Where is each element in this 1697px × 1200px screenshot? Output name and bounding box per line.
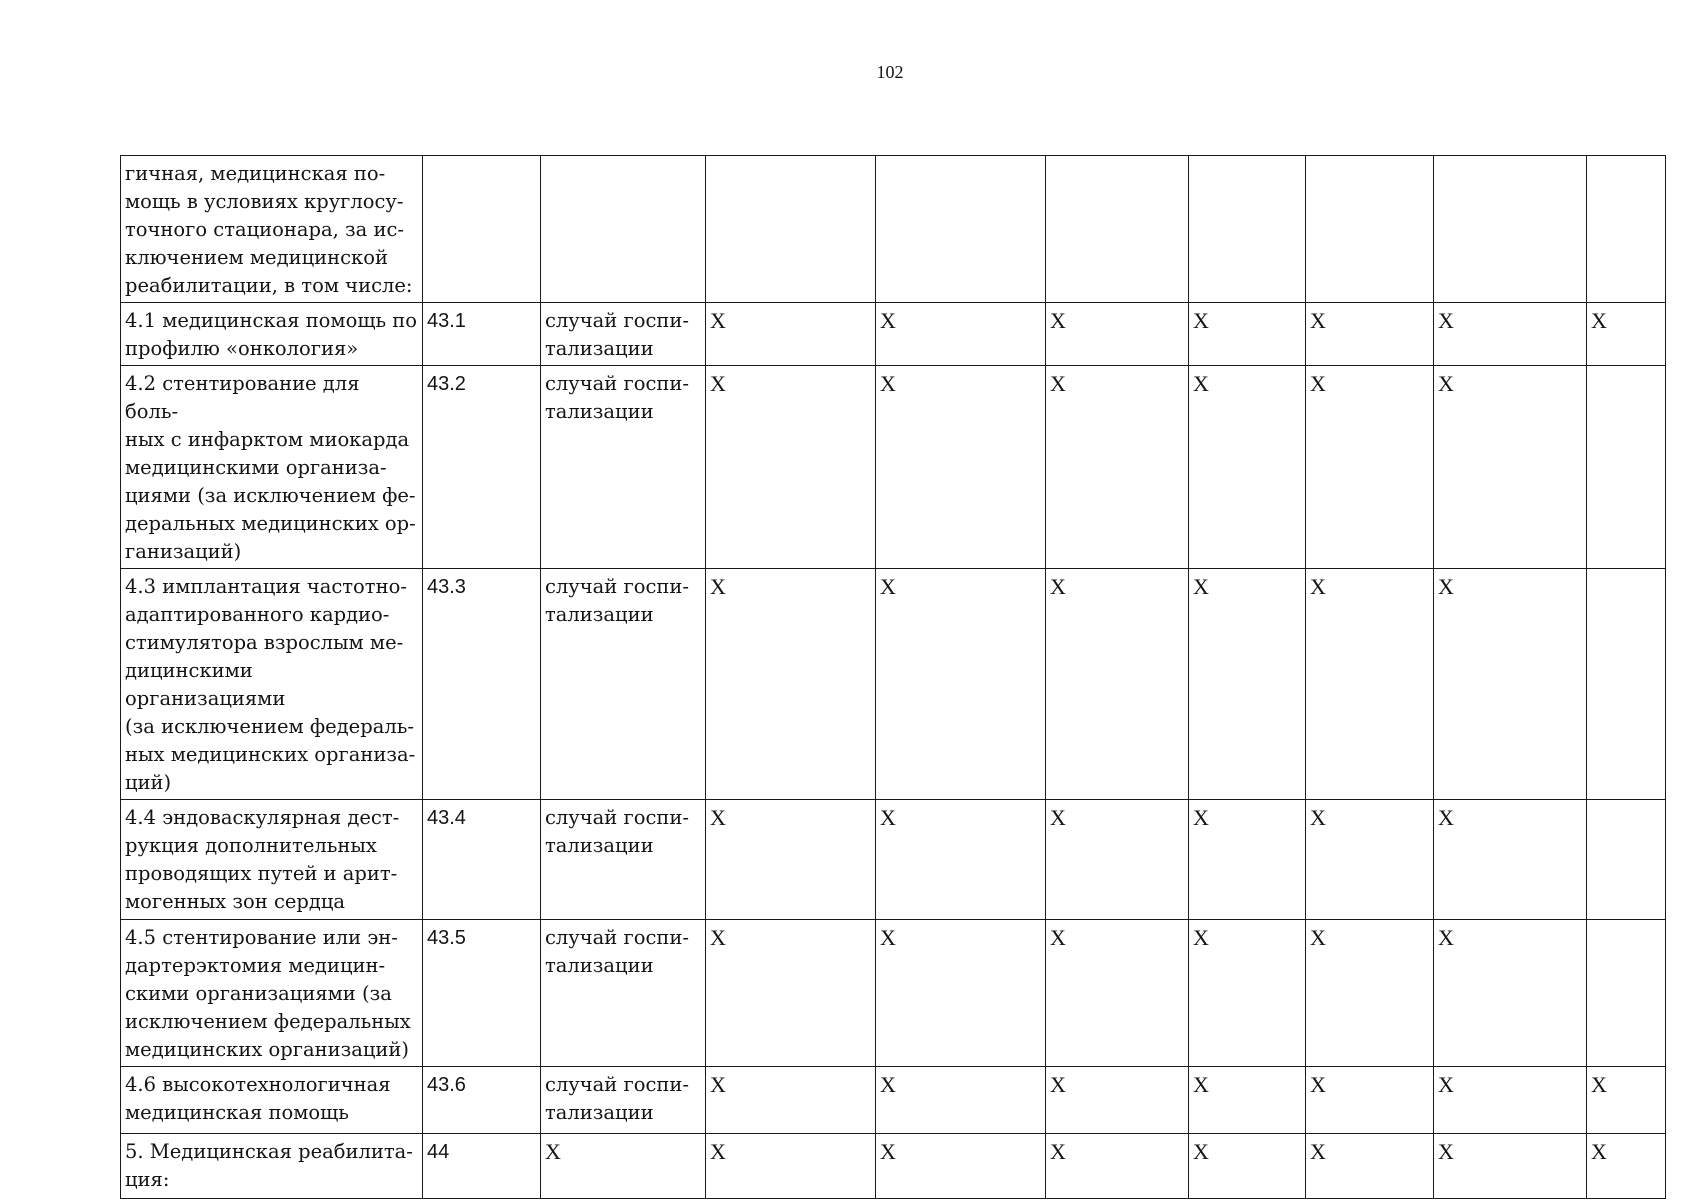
- row-code-cell: 43.2: [423, 366, 541, 569]
- row-code-cell: 43.4: [423, 800, 541, 920]
- row-mark-cell: [1587, 366, 1666, 569]
- page-number: 102: [876, 62, 904, 82]
- table-row: [121, 1134, 1666, 1199]
- row-mark-cell: X: [1046, 920, 1189, 1067]
- row-unit-cell: случай госпи- тализации: [541, 800, 706, 920]
- row-name-cell: 4.4 эндоваскулярная дест- рукция дополнительных проводящих путей и арит- могенных зон сердца: [121, 800, 423, 920]
- row-mark-cell: X: [1046, 1067, 1189, 1134]
- row-mark-cell: X: [1434, 800, 1587, 920]
- row-code-cell: 43.1: [423, 303, 541, 366]
- table-row: [121, 366, 1666, 569]
- row-name-cell: 4.2 стентирование для боль- ных с инфарктом миокарда медицинскими организа- циями (за исключением фе- деральных медицинских ор- ганизаций): [121, 366, 423, 569]
- row-mark-cell: X: [706, 366, 876, 569]
- row-name-cell: 5. Медицинская реабилита- ция:: [121, 1134, 423, 1199]
- row-mark-cell: [1434, 156, 1587, 303]
- row-mark-cell: X: [1587, 303, 1666, 366]
- row-mark-cell: X: [1306, 1134, 1434, 1199]
- row-mark-cell: X: [876, 1134, 1046, 1199]
- row-mark-cell: X: [1306, 366, 1434, 569]
- table-row: [121, 569, 1666, 800]
- row-mark-cell: [1587, 800, 1666, 920]
- row-mark-cell: X: [876, 800, 1046, 920]
- row-mark-cell: X: [876, 366, 1046, 569]
- row-name-cell: 4.1 медицинская помощь по профилю «онкология»: [121, 303, 423, 366]
- row-mark-cell: X: [876, 920, 1046, 1067]
- row-mark-cell: [1046, 156, 1189, 303]
- row-mark-cell: X: [1306, 1067, 1434, 1134]
- row-mark-cell: X: [706, 920, 876, 1067]
- row-mark-cell: X: [1434, 366, 1587, 569]
- row-mark-cell: [876, 156, 1046, 303]
- row-mark-cell: X: [1189, 569, 1306, 800]
- row-code-cell: 43.5: [423, 920, 541, 1067]
- row-mark-cell: X: [876, 303, 1046, 366]
- row-mark-cell: X: [1306, 920, 1434, 1067]
- row-mark-cell: X: [1189, 303, 1306, 366]
- row-mark-cell: X: [1189, 800, 1306, 920]
- row-mark-cell: X: [1189, 1134, 1306, 1199]
- row-mark-cell: [1189, 156, 1306, 303]
- row-mark-cell: [1587, 569, 1666, 800]
- row-mark-cell: X: [1189, 1067, 1306, 1134]
- row-mark-cell: X: [1046, 1134, 1189, 1199]
- row-unit-cell: случай госпи- тализации: [541, 569, 706, 800]
- row-unit-cell: [541, 156, 706, 303]
- row-mark-cell: X: [706, 303, 876, 366]
- row-mark-cell: X: [706, 569, 876, 800]
- row-unit-cell: случай госпи- тализации: [541, 366, 706, 569]
- row-mark-cell: X: [1046, 366, 1189, 569]
- row-name-cell: 4.3 имплантация частотно- адаптированного кардио- стимулятора взрослым ме- дицинскими организациями (за исключением федераль- ных медицинских организа- ций): [121, 569, 423, 800]
- row-mark-cell: X: [1434, 920, 1587, 1067]
- row-unit-cell: случай госпи- тализации: [541, 1067, 706, 1134]
- row-mark-cell: X: [1434, 1134, 1587, 1199]
- row-code-cell: [423, 156, 541, 303]
- table-row: [121, 303, 1666, 366]
- row-mark-cell: X: [1306, 303, 1434, 366]
- row-mark-cell: X: [1189, 920, 1306, 1067]
- row-mark-cell: X: [1434, 1067, 1587, 1134]
- row-mark-cell: X: [1189, 366, 1306, 569]
- row-mark-cell: X: [1046, 800, 1189, 920]
- row-code-cell: 43.3: [423, 569, 541, 800]
- row-mark-cell: X: [1587, 1134, 1666, 1199]
- row-mark-cell: X: [1046, 303, 1189, 366]
- row-mark-cell: X: [706, 800, 876, 920]
- row-name-cell: 4.5 стентирование или эн- дартерэктомия медицин- скими организациями (за исключением федеральных медицинских организаций): [121, 920, 423, 1067]
- row-mark-cell: [1587, 156, 1666, 303]
- row-mark-cell: X: [1587, 1067, 1666, 1134]
- row-mark-cell: X: [1306, 800, 1434, 920]
- row-mark-cell: X: [1046, 569, 1189, 800]
- data-table: [120, 155, 1666, 1199]
- row-code-cell: 43.6: [423, 1067, 541, 1134]
- row-unit-cell: случай госпи- тализации: [541, 920, 706, 1067]
- row-mark-cell: X: [876, 569, 1046, 800]
- row-name-cell: гичная, медицинская по- мощь в условиях круглосу- точного стационара, за ис- ключением медицинской реабилитации, в том числе:: [121, 156, 423, 303]
- row-mark-cell: [1306, 156, 1434, 303]
- table-row: [121, 1067, 1666, 1134]
- row-mark-cell: X: [706, 1067, 876, 1134]
- table-row: [121, 920, 1666, 1067]
- row-code-cell: 44: [423, 1134, 541, 1199]
- row-mark-cell: [706, 156, 876, 303]
- row-mark-cell: X: [1434, 569, 1587, 800]
- table-body: [121, 156, 1666, 1199]
- row-name-cell: 4.6 высокотехнологичная медицинская помощь: [121, 1067, 423, 1134]
- row-mark-cell: X: [706, 1134, 876, 1199]
- table-row: [121, 156, 1666, 303]
- row-unit-cell: X: [541, 1134, 706, 1199]
- row-unit-cell: случай госпи- тализации: [541, 303, 706, 366]
- table-row: [121, 800, 1666, 920]
- row-mark-cell: [1587, 920, 1666, 1067]
- row-mark-cell: X: [1434, 303, 1587, 366]
- row-mark-cell: X: [1306, 569, 1434, 800]
- row-mark-cell: X: [876, 1067, 1046, 1134]
